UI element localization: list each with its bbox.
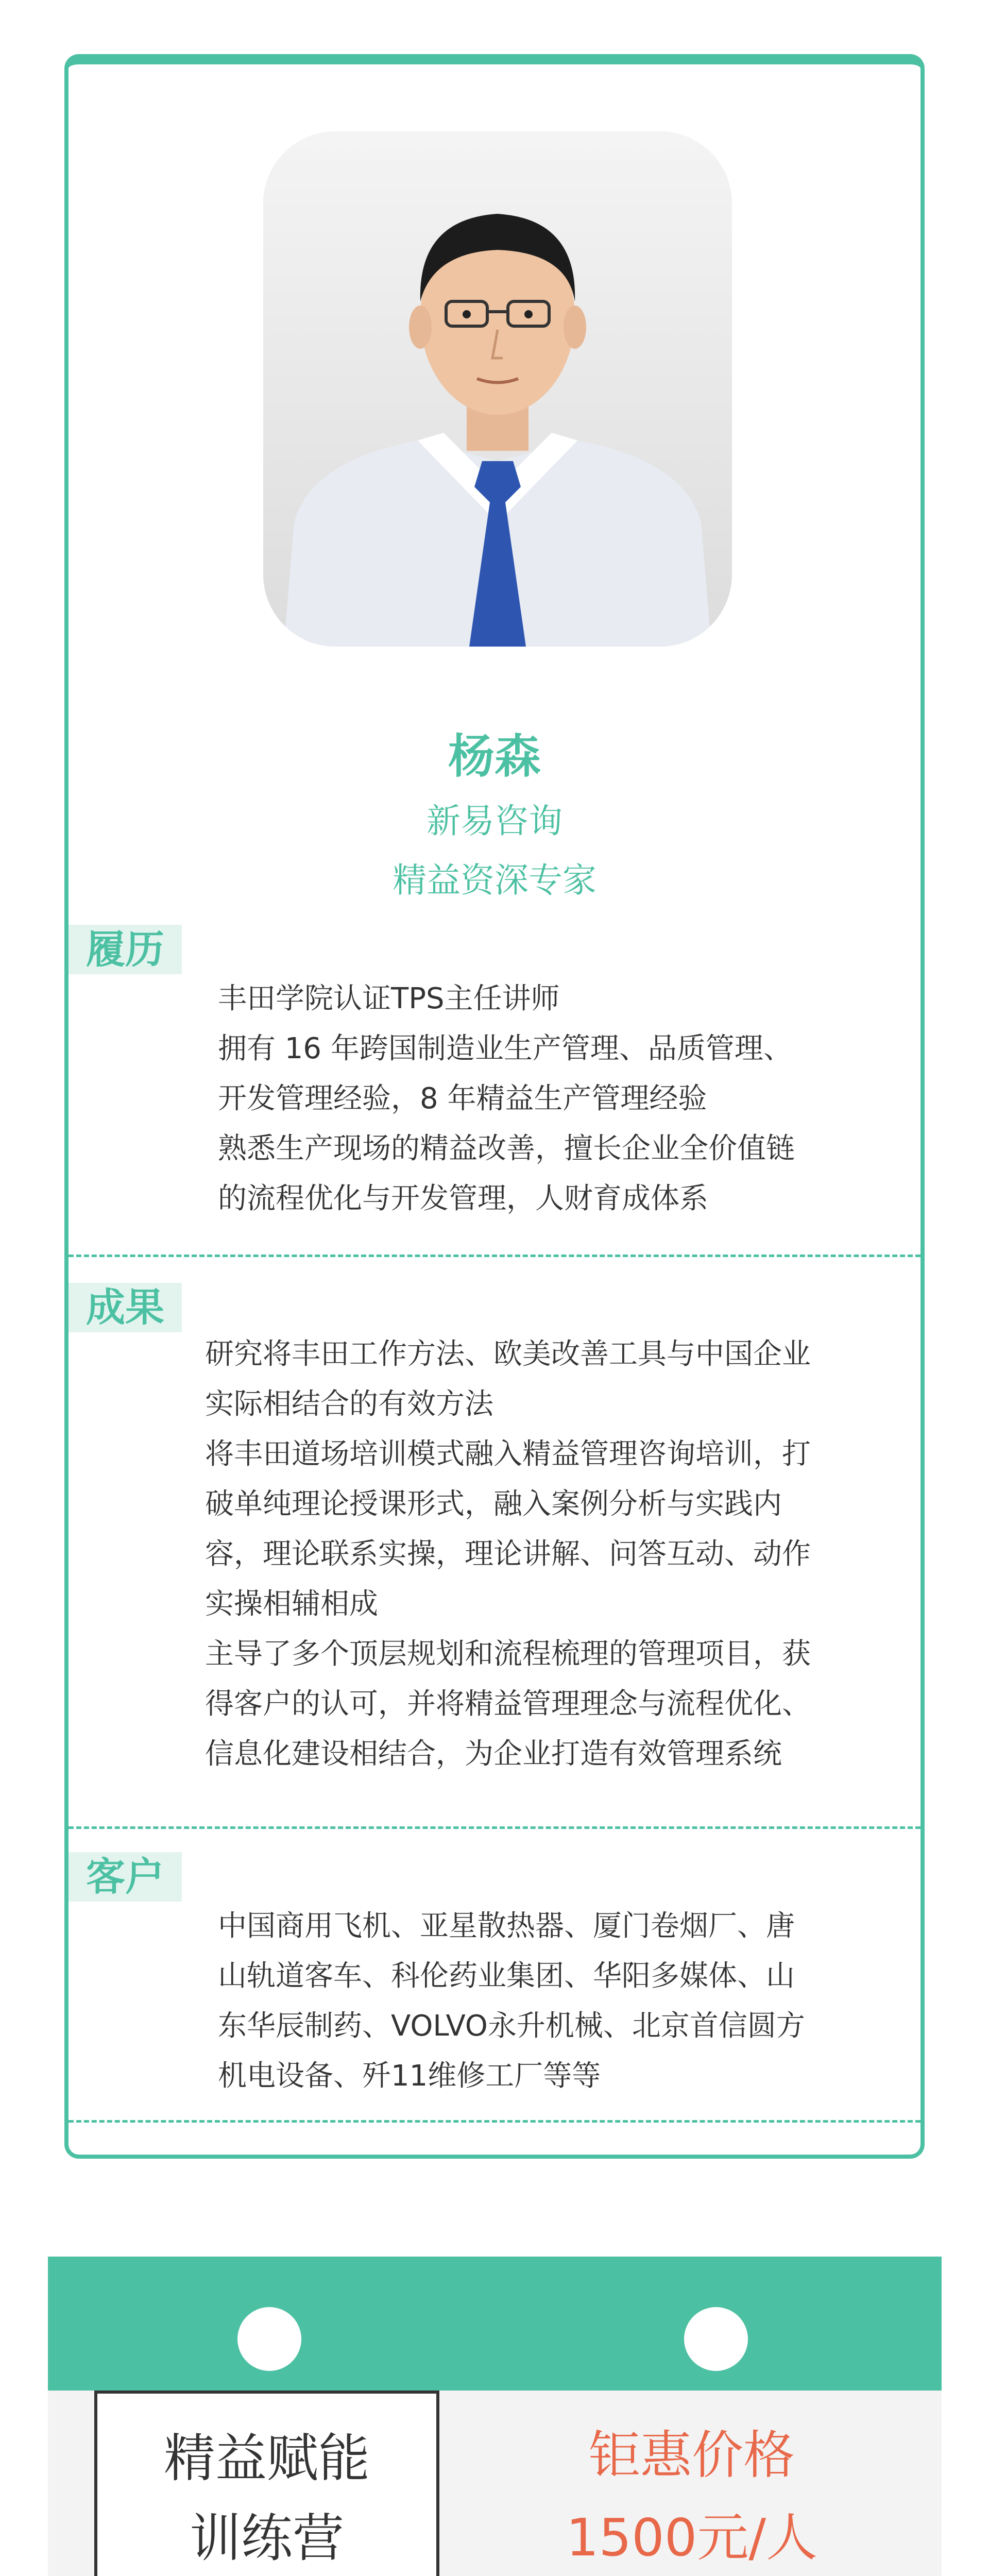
section-divider — [69, 1255, 920, 1257]
section-divider — [69, 1826, 920, 1829]
camp-name-line2: 训练营 — [190, 2508, 344, 2568]
client-line: 东华辰制药、VOLVO永升机械、北京首信圆方 — [218, 2009, 805, 2043]
clients-text — [218, 1901, 805, 2101]
client-line: 机电设备、歼11维修工厂等等 — [218, 2059, 601, 2093]
achievement-line: 得客户的认可，并将精益管理理念与流程优化、 — [205, 1687, 811, 1721]
achievement-line: 研究将丰田工作方法、欧美改善工具与中国企业 — [205, 1337, 811, 1371]
resume-line: 丰田学院认证TPS主任讲师 — [218, 982, 560, 1015]
course-section — [48, 2257, 942, 2576]
achievements-text — [205, 1329, 811, 1779]
section-label-resume: 履历 — [69, 925, 182, 974]
client-line: 中国商用飞机、亚星散热器、厦门卷烟厂、唐 — [218, 1909, 795, 1943]
client-line: 山轨道客车、科伦药业集团、华阳多媒体、山 — [218, 1959, 795, 1993]
profile-card — [64, 54, 925, 2159]
price-value: 1500元/人 — [566, 2507, 818, 2568]
camp-name-box — [94, 2391, 439, 2576]
avatar-photo — [263, 131, 732, 647]
resume-line: 熟悉生产现场的精益改善，擅长企业全价值链 — [218, 1132, 795, 1165]
section-label-clients: 客户 — [69, 1852, 182, 1902]
course-header-band — [48, 2257, 942, 2391]
achievement-line: 将丰田道场培训模式融入精益管理咨询培训，打 — [205, 1437, 811, 1471]
resume-line: 拥有 16 年跨国制造业生产管理、品质管理、 — [218, 1032, 792, 1065]
resume-text — [218, 974, 795, 1224]
portrait-illustration — [263, 131, 732, 647]
achievement-line: 实操相辅相成 — [205, 1587, 378, 1621]
ticket-hole — [237, 2307, 301, 2371]
resume-line: 的流程优化与开发管理，人财育成体系 — [218, 1182, 708, 1215]
expert-name: 杨森 — [448, 730, 541, 784]
achievement-line: 主导了多个顶层规划和流程梳理的管理项目，获 — [205, 1637, 811, 1671]
achievement-line: 信息化建设相结合，为企业打造有效管理系统 — [205, 1737, 782, 1771]
achievement-line: 实际相结合的有效方法 — [205, 1387, 493, 1421]
price-label: 钜惠价格 — [589, 2425, 795, 2485]
section-label-achievements: 成果 — [69, 1283, 182, 1332]
expert-title: 精益资深专家 — [393, 860, 596, 900]
expert-company: 新易咨询 — [427, 801, 562, 841]
section-divider — [69, 2120, 920, 2123]
ticket-hole — [684, 2307, 748, 2371]
camp-name-line1: 精益赋能 — [164, 2428, 370, 2488]
achievement-line: 容，理论联系实操，理论讲解、问答互动、动作 — [205, 1537, 811, 1571]
resume-line: 开发管理经验，8 年精益生产管理经验 — [218, 1082, 707, 1115]
achievement-line: 破单纯理论授课形式，融入案例分析与实践内 — [205, 1487, 782, 1521]
